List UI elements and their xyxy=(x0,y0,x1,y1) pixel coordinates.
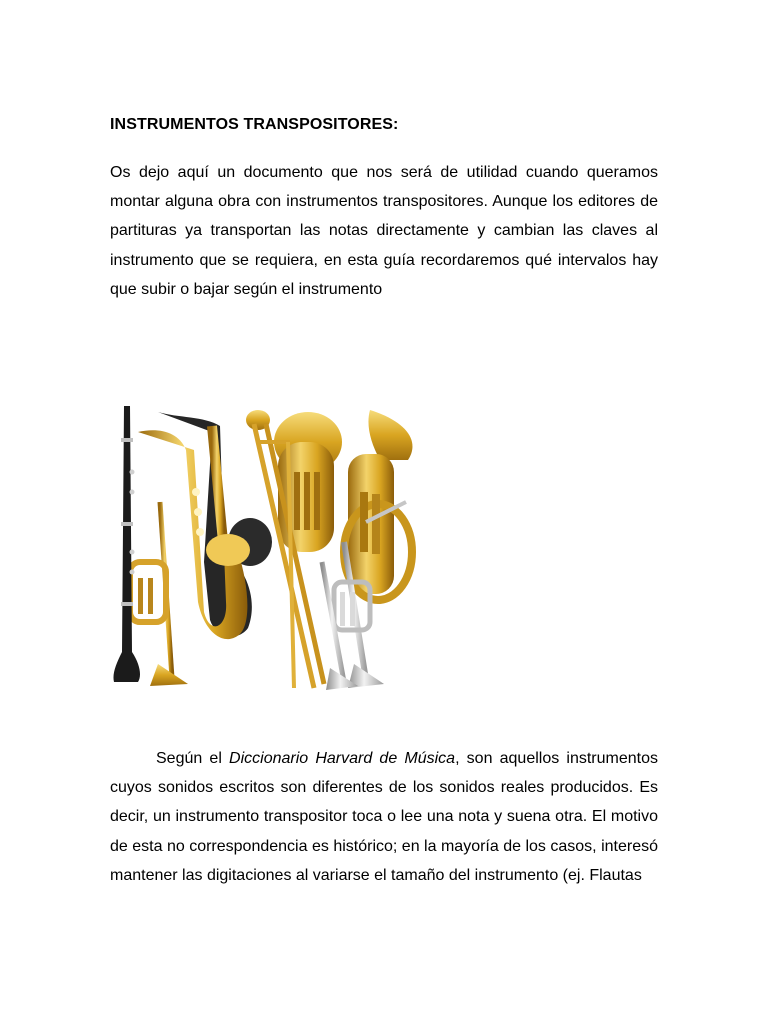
trumpet-icon xyxy=(130,502,188,686)
page-title: INSTRUMENTOS TRANSPOSITORES: xyxy=(110,116,399,133)
body-text-before: Según el xyxy=(156,750,230,767)
instruments-image xyxy=(108,402,420,694)
clarinet-icon xyxy=(113,406,140,682)
book-title: Diccionario Harvard de Música xyxy=(229,750,456,767)
body-paragraph xyxy=(110,744,658,890)
intro-paragraph: Os dejo aquí un documento que nos será de utilidad cuando queramos montar alguna obra con instrumentos transpositores. Aunque los editores de partituras ya transportan las notas directamente y cambian las claves al instrumento que se requiera, en esta guía recordaremos qué intervalos hay que subir o bajar según el instrumento xyxy=(110,164,658,298)
alto-saxophone-icon xyxy=(138,430,250,639)
baritone-horn-icon xyxy=(274,412,342,552)
tenor-saxophone-icon xyxy=(158,412,272,636)
body-text-after: , son aquellos instrumentos cuyos sonidos escritos son diferentes de los sonidos reales producidos. Es decir, un instrumento transpositor toca o lee una nota y suena otra. El motivo de esta no correspondencia es histórico; en la mayoría de los casos, interesó mantener las digitaciones al variarse el tamaño del instrumento (ej. Flautas xyxy=(110,750,658,884)
